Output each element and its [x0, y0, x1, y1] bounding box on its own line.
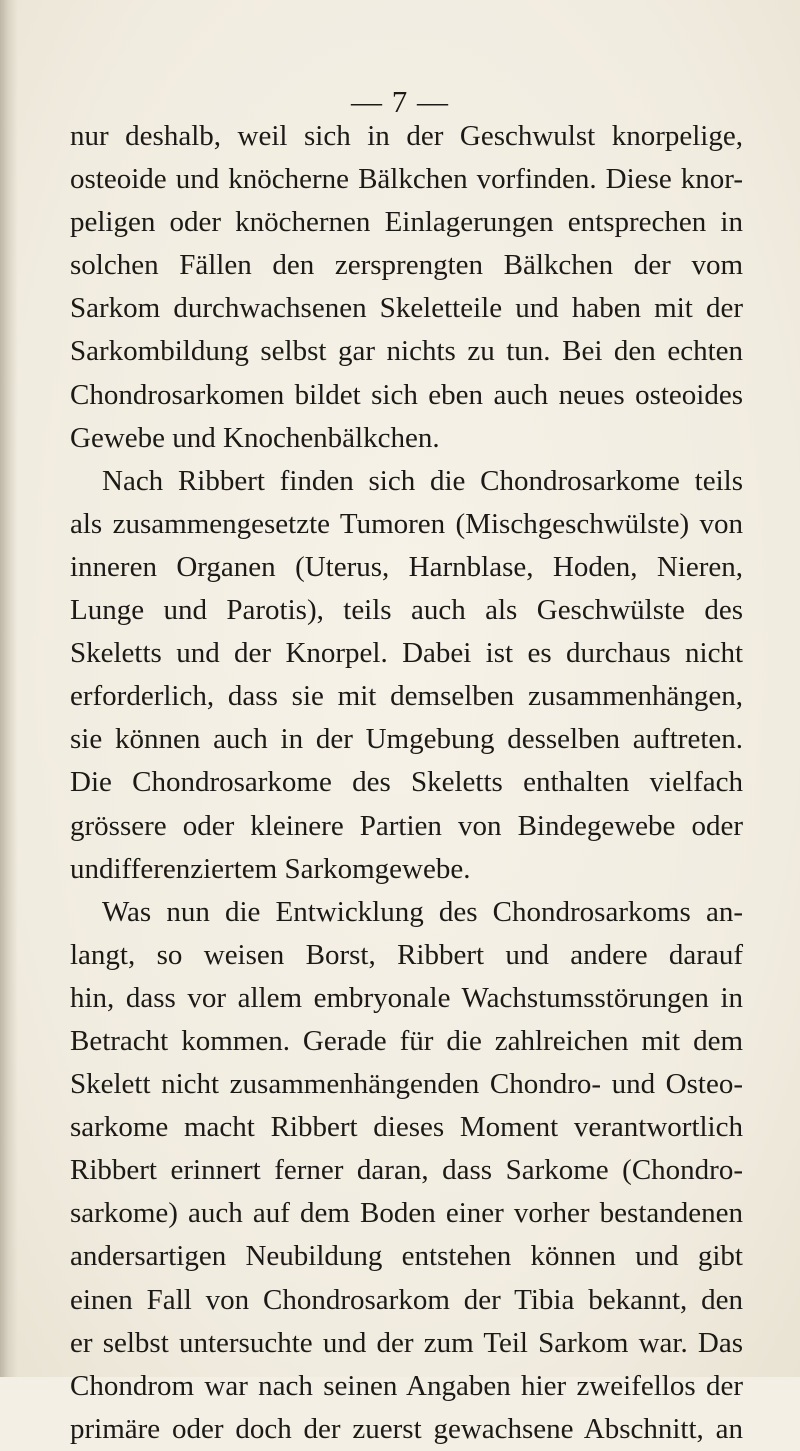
text-line: einen Fall von Chondrosarkom der Tibia bekannt, den — [70, 1283, 743, 1316]
text-line: Skelett nicht zusammenhängenden Chondro- und Osteo- — [70, 1068, 743, 1101]
page-number: — 7 — — [351, 84, 449, 119]
text-line: grössere oder kleinere Partien von Bindegewebe oder — [70, 809, 743, 842]
text-line: Lunge und Parotis), teils auch als Geschwülste des — [70, 594, 743, 627]
text-line: osteoide und knöcherne Bälkchen vorfinden. Diese knor- — [70, 163, 743, 196]
text-line: inneren Organen (Uterus, Harnblase, Hoden, Nieren, — [70, 550, 743, 583]
text-line: Chondrom war nach seinen Angaben hier zweifellos der — [70, 1369, 743, 1402]
text-line: Was nun die Entwicklung des Chondrosarkoms an- — [102, 895, 743, 928]
text-line: sarkome) auch auf dem Boden einer vorher bestandenen — [70, 1197, 743, 1230]
body-text — [70, 115, 743, 1451]
text-line: Betracht kommen. Gerade für die zahlreichen mit dem — [70, 1024, 743, 1057]
text-line: undifferenziertem Sarkomgewebe. — [70, 852, 471, 885]
text-line: andersartigen Neubildung entstehen können und gibt — [70, 1240, 743, 1273]
text-line: langt, so weisen Borst, Ribbert und andere darauf — [70, 938, 743, 971]
text-line: Ribbert erinnert ferner daran, dass Sarkome (Chondro- — [70, 1154, 743, 1187]
text-line: er selbst untersuchte und der zum Teil Sarkom war. Das — [70, 1326, 743, 1359]
text-line: als zusammengesetzte Tumoren (Mischgeschwülste) von — [70, 507, 743, 540]
text-line: Gewebe und Knochenbälkchen. — [70, 421, 440, 454]
text-line: Sarkombildung selbst gar nichts zu tun. Bei den echten — [70, 335, 743, 368]
text-line: erforderlich, dass sie mit demselben zusammenhängen, — [70, 680, 743, 713]
text-line: primäre oder doch der zuerst gewachsene Abschnitt, an — [70, 1412, 743, 1445]
text-line: Chondrosarkomen bildet sich eben auch neues osteoides — [70, 378, 743, 411]
text-line: solchen Fällen den zersprengten Bälkchen der vom — [70, 249, 743, 282]
page-binding-shadow — [0, 0, 18, 1377]
text-line: sie können auch in der Umgebung desselben auftreten. — [70, 723, 743, 756]
text-line: peligen oder knöchernen Einlagerungen entsprechen in — [70, 206, 743, 239]
text-line: hin, dass vor allem embryonale Wachstumsstörungen in — [70, 981, 743, 1014]
text-line: Sarkom durchwachsenen Skeletteile und haben mit der — [70, 292, 743, 325]
text-line: sarkome macht Ribbert dieses Moment verantwortlich — [70, 1111, 743, 1144]
text-line: Nach Ribbert finden sich die Chondrosarkome teils — [102, 464, 743, 497]
text-line: Die Chondrosarkome des Skeletts enthalten vielfach — [70, 766, 743, 799]
text-line: nur deshalb, weil sich in der Geschwulst knorpelige, — [70, 120, 743, 152]
text-line: Skeletts und der Knorpel. Dabei ist es durchaus nicht — [70, 637, 743, 670]
